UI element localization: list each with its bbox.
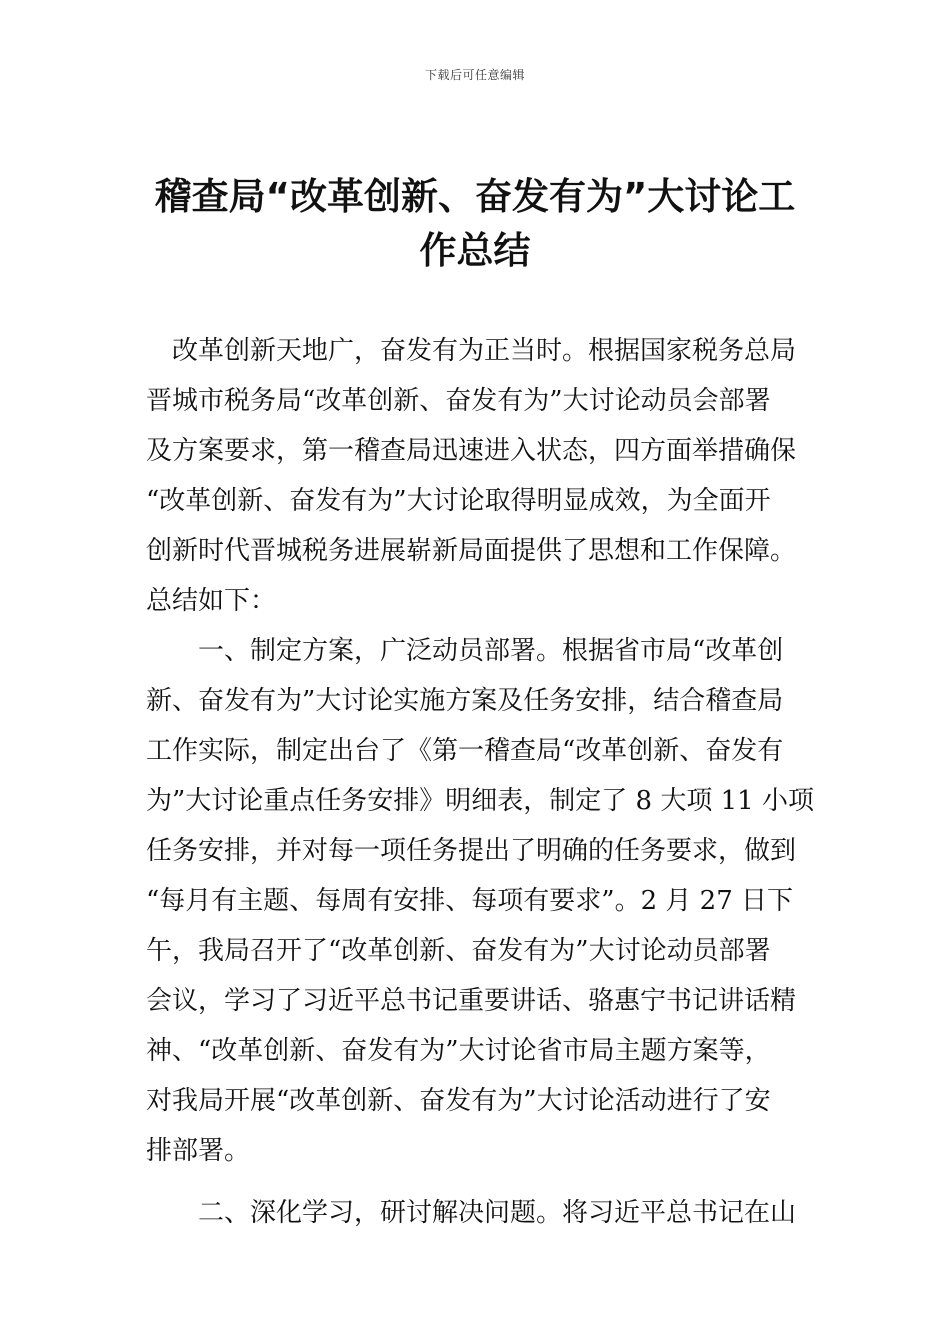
text-line: 及方案要求，第一稽查局迅速进入状态，四方面举措确保 bbox=[146, 436, 797, 466]
text-line: 改革创新天地广，奋发有为正当时。根据国家税务总局 bbox=[146, 336, 797, 366]
text-line: 一、制定方案，广泛动员部署。根据省市局“改革创 bbox=[146, 636, 784, 666]
text-line: 二、深化学习，研讨解决问题。将习近平总书记在山 bbox=[146, 1198, 797, 1228]
text-line: 总结如下： bbox=[146, 586, 277, 616]
paragraph-spacer bbox=[146, 1176, 806, 1188]
text-line: 晋城市税务局“改革创新、奋发有为”大讨论动员会部署 bbox=[146, 386, 771, 416]
text-line: 创新时代晋城税务进展崭新局面提供了思想和工作保障。 bbox=[146, 536, 797, 566]
text-line: “改革创新、奋发有为”大讨论取得明显成效，为全面开 bbox=[146, 486, 771, 516]
header-note: 下载后可任意编辑 bbox=[424, 68, 525, 82]
text-line: 工作实际，制定出台了《第一稽查局“改革创新、奋发有 bbox=[146, 736, 784, 766]
text-line: 午，我局召开了“改革创新、奋发有为”大讨论动员部署 bbox=[146, 936, 771, 966]
text-line: “每月有主题、每周有安排、每项有要求”。2 月 27 日下 bbox=[146, 886, 794, 916]
document-body bbox=[146, 326, 814, 1238]
document-title bbox=[148, 170, 802, 278]
paragraph-section-1 bbox=[146, 626, 814, 1176]
paragraph-intro bbox=[146, 326, 806, 626]
text-line: 神、“改革创新、奋发有为”大讨论省市局主题方案等， bbox=[146, 1036, 771, 1066]
title-line-2: 作总结 bbox=[419, 229, 531, 272]
text-line: 任务安排，并对每一项任务提出了明确的任务要求，做到 bbox=[146, 836, 797, 866]
text-line: 会议，学习了习近平总书记重要讲话、骆惠宁书记讲话精 bbox=[146, 986, 797, 1016]
text-line: 新、奋发有为”大讨论实施方案及任务安排，结合稽查局 bbox=[146, 686, 784, 716]
paragraph-section-2 bbox=[146, 1188, 806, 1238]
text-line: 为”大讨论重点任务安排》明细表，制定了 8 大项 11 小项 bbox=[146, 786, 814, 816]
text-line: 排部署。 bbox=[146, 1136, 251, 1166]
title-line-1: 稽查局“改革创新、奋发有为”大讨论工 bbox=[154, 175, 796, 218]
text-line: 对我局开展“改革创新、奋发有为”大讨论活动进行了安 bbox=[146, 1086, 771, 1116]
